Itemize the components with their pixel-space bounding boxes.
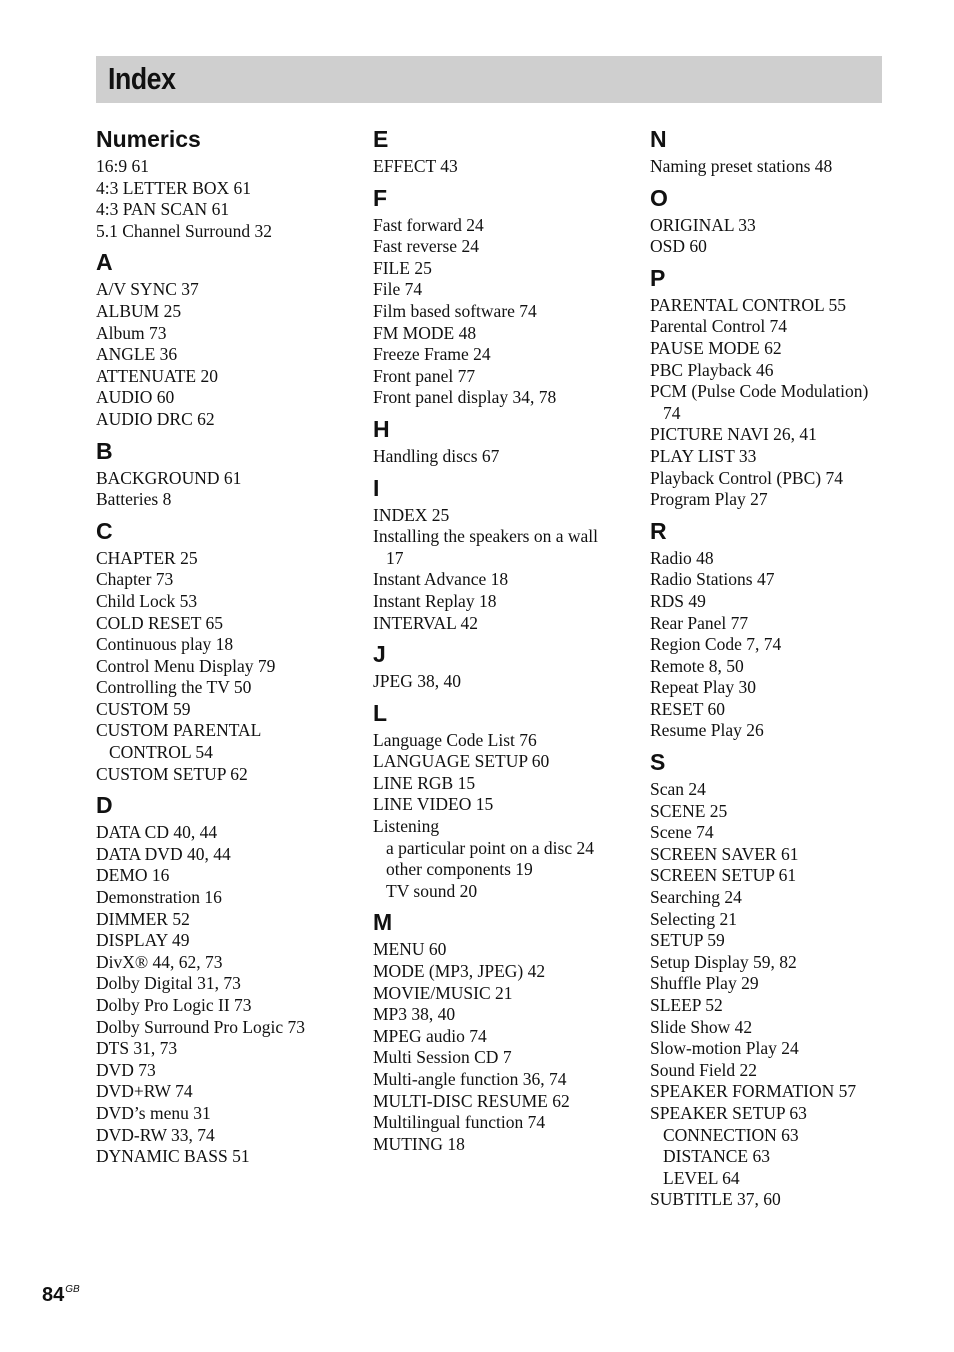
section-heading: N <box>650 126 667 152</box>
index-entry: Fast reverse 24 <box>373 236 479 257</box>
index-subentry: TV sound 20 <box>386 880 478 901</box>
index-entry: Chapter 73 <box>96 569 174 590</box>
index-entry: EFFECT 43 <box>373 156 458 176</box>
section-heading: B <box>96 437 113 464</box>
index-section <box>650 516 890 742</box>
index-entry: Installing the speakers on a wall <box>373 526 599 547</box>
index-section <box>373 414 613 468</box>
index-entry: Continuous play 18 <box>96 634 234 655</box>
index-entry: DIMMER 52 <box>96 908 190 929</box>
index-entry: Program Play 27 <box>650 489 768 510</box>
index-entry: Setup Display 59, 82 <box>650 951 797 972</box>
index-entry: INDEX 25 <box>373 504 450 525</box>
index-entry: PICTURE NAVI 26, 41 <box>650 424 817 445</box>
section-heading: A <box>96 249 113 276</box>
section-heading: P <box>650 264 666 291</box>
index-entry: Child Lock 53 <box>96 590 198 611</box>
page-number-value: 84 <box>42 1284 65 1306</box>
section-heading: H <box>373 415 390 442</box>
index-entry: PCM (Pulse Code Modulation) <box>650 381 869 402</box>
index-entry: Handling discs 67 <box>373 445 500 466</box>
section-heading: L <box>373 699 388 726</box>
section-heading: C <box>96 517 113 544</box>
index-section <box>373 473 613 635</box>
index-section <box>373 124 613 178</box>
index-entry: BACKGROUND 61 <box>96 467 242 488</box>
section-heading: S <box>650 749 666 776</box>
index-entry: File 74 <box>373 279 423 300</box>
index-section <box>650 183 890 258</box>
index-section <box>650 263 890 511</box>
index-entry: DISPLAY 49 <box>96 930 190 951</box>
index-entry: ALBUM 25 <box>96 300 182 321</box>
index-entry: PAUSE MODE 62 <box>650 337 782 358</box>
index-entry: Resume Play 26 <box>650 720 764 741</box>
index-entry: SETUP 59 <box>650 930 725 951</box>
index-entry: Rear Panel 77 <box>650 612 749 633</box>
index-subentry: CONNECTION 63 <box>663 1124 799 1145</box>
index-subentry: 17 <box>386 547 404 568</box>
index-entry: Slide Show 42 <box>650 1016 753 1037</box>
index-subentry: DISTANCE 63 <box>663 1146 770 1167</box>
index-entry: 4:3 PAN SCAN 61 <box>96 199 230 220</box>
index-section <box>373 907 613 1155</box>
index-entry: SUBTITLE 37, 60 <box>650 1189 781 1210</box>
index-entry: Front panel 77 <box>373 365 476 386</box>
index-entry: AUDIO 60 <box>96 387 175 408</box>
index-entry: MUTING 18 <box>373 1133 465 1154</box>
index-section <box>650 747 890 1211</box>
index-entry: MENU 60 <box>373 939 447 960</box>
index-entry: Multi Session CD 7 <box>373 1047 512 1068</box>
index-entry: Dolby Surround Pro Logic 73 <box>96 1016 306 1037</box>
index-column-2 <box>373 124 613 1160</box>
index-entry: Control Menu Display 79 <box>96 655 276 676</box>
index-entry: Fast forward 24 <box>373 214 484 235</box>
index-entry: DYNAMIC BASS 51 <box>96 1146 250 1167</box>
index-entry: Front panel display 34, 78 <box>373 387 557 408</box>
index-entry: AUDIO DRC 62 <box>96 408 215 429</box>
index-section <box>373 698 613 903</box>
index-column-3 <box>650 124 890 1216</box>
index-entry: DEMO 16 <box>96 865 170 886</box>
index-subentry: CONTROL 54 <box>109 742 213 763</box>
index-entry: ANGLE 36 <box>96 344 178 365</box>
index-entry: Film based software 74 <box>373 300 537 321</box>
index-title-bar <box>96 56 882 103</box>
page-number <box>42 1284 80 1307</box>
index-entry: Scan 24 <box>650 779 706 800</box>
index-entry: COLD RESET 65 <box>96 612 224 633</box>
index-entry: Slow-motion Play 24 <box>650 1038 799 1059</box>
index-entry: ORIGINAL 33 <box>650 214 756 235</box>
index-entry: Region Code 7, 74 <box>650 634 782 655</box>
index-entry: Album 73 <box>96 322 167 343</box>
index-entry: MOVIE/MUSIC 21 <box>373 982 513 1003</box>
index-entry: MPEG audio 74 <box>373 1025 487 1046</box>
index-section <box>96 516 336 786</box>
index-entry: Radio 48 <box>650 547 714 568</box>
index-entry: PLAY LIST 33 <box>650 445 757 466</box>
index-entry: Naming preset stations 48 <box>650 156 833 176</box>
index-entry: SCENE 25 <box>650 800 728 821</box>
index-section <box>650 124 890 178</box>
index-entry: Scene 74 <box>650 822 714 843</box>
index-entry: Dolby Digital 31, 73 <box>96 973 241 994</box>
section-heading: Numerics <box>96 126 201 152</box>
index-entry: SLEEP 52 <box>650 995 723 1015</box>
index-entry: SPEAKER SETUP 63 <box>650 1102 807 1123</box>
section-heading: D <box>96 792 113 819</box>
index-entry: Shuffle Play 29 <box>650 973 759 994</box>
section-heading: J <box>373 641 386 668</box>
index-entry: Demonstration 16 <box>96 887 222 908</box>
index-entry: PBC Playback 46 <box>650 359 774 380</box>
index-entry: Remote 8, 50 <box>650 655 744 676</box>
index-entry: ATTENUATE 20 <box>96 365 218 386</box>
index-subentry: a particular point on a disc 24 <box>386 837 594 858</box>
index-entry: DVD+RW 74 <box>96 1081 193 1102</box>
index-entry: Instant Replay 18 <box>373 590 497 611</box>
index-section <box>96 436 336 511</box>
index-entry: MULTI-DISC RESUME 62 <box>373 1090 570 1111</box>
index-entry: DTS 31, 73 <box>96 1038 178 1059</box>
index-entry: Playback Control (PBC) 74 <box>650 467 843 488</box>
index-entry: DivX® 44, 62, 73 <box>96 951 223 972</box>
index-entry: CUSTOM PARENTAL <box>96 720 262 741</box>
index-entry: SCREEN SAVER 61 <box>650 843 799 864</box>
index-entry: INTERVAL 42 <box>373 612 479 633</box>
section-heading: I <box>373 474 380 501</box>
index-entry: SCREEN SETUP 61 <box>650 865 797 886</box>
index-entry: LINE VIDEO 15 <box>373 794 494 815</box>
index-entry: PARENTAL CONTROL 55 <box>650 294 846 315</box>
index-entry: Batteries 8 <box>96 489 172 510</box>
index-entry: Freeze Frame 24 <box>373 344 491 365</box>
index-entry: Listening <box>373 816 440 837</box>
index-entry: A/V SYNC 37 <box>96 279 199 300</box>
section-heading: F <box>373 184 388 211</box>
index-section <box>373 183 613 409</box>
index-entry: FILE 25 <box>373 257 432 278</box>
index-subentry: LEVEL 64 <box>663 1167 740 1188</box>
index-entry: Searching 24 <box>650 887 742 908</box>
index-entry: 16:9 61 <box>96 156 149 176</box>
section-heading: E <box>373 126 389 152</box>
index-entry: DVD 73 <box>96 1059 156 1080</box>
index-entry: DATA CD 40, 44 <box>96 822 218 843</box>
section-heading: R <box>650 517 667 544</box>
index-entry: 5.1 Channel Surround 32 <box>96 220 272 241</box>
index-entry: LINE RGB 15 <box>373 772 476 793</box>
index-entry: 4:3 LETTER BOX 61 <box>96 177 252 198</box>
index-entry: OSD 60 <box>650 236 707 257</box>
page-number-suffix: GB <box>65 1284 80 1295</box>
index-entry: LANGUAGE SETUP 60 <box>373 751 550 772</box>
index-entry: MP3 38, 40 <box>373 1004 456 1025</box>
index-entry: SPEAKER FORMATION 57 <box>650 1081 857 1102</box>
index-entry: Parental Control 74 <box>650 316 788 337</box>
index-entry: Dolby Pro Logic II 73 <box>96 995 252 1015</box>
section-heading: O <box>650 184 668 211</box>
index-entry: CUSTOM SETUP 62 <box>96 763 248 784</box>
index-entry: Instant Advance 18 <box>373 569 509 590</box>
index-entry: Multi-angle function 36, 74 <box>373 1069 567 1089</box>
index-section <box>96 124 336 242</box>
index-section <box>373 639 613 693</box>
index-subentry: 74 <box>663 402 681 423</box>
index-entry: Selecting 21 <box>650 908 737 929</box>
index-entry: MODE (MP3, JPEG) 42 <box>373 961 546 982</box>
index-section <box>96 247 336 430</box>
index-entry: Language Code List 76 <box>373 729 537 750</box>
index-entry: Radio Stations 47 <box>650 569 775 590</box>
index-entry: FM MODE 48 <box>373 322 477 343</box>
index-entry: RDS 49 <box>650 590 706 611</box>
section-heading: M <box>373 909 393 936</box>
index-entry: JPEG 38, 40 <box>373 671 461 692</box>
index-entry: Multilingual function 74 <box>373 1112 546 1133</box>
index-entry: Controlling the TV 50 <box>96 677 252 698</box>
index-entry: DVD’s menu 31 <box>96 1102 211 1123</box>
index-entry: RESET 60 <box>650 698 726 719</box>
index-section <box>96 790 336 1168</box>
index-entry: DATA DVD 40, 44 <box>96 843 231 864</box>
index-column-1 <box>96 124 336 1173</box>
index-entry: Sound Field 22 <box>650 1059 757 1080</box>
index-entry: Repeat Play 30 <box>650 677 756 698</box>
index-subentry: other components 19 <box>386 859 533 880</box>
index-entry: CHAPTER 25 <box>96 547 198 568</box>
page-title: Index <box>108 61 176 96</box>
index-entry: DVD-RW 33, 74 <box>96 1124 215 1145</box>
index-entry: CUSTOM 59 <box>96 698 191 719</box>
